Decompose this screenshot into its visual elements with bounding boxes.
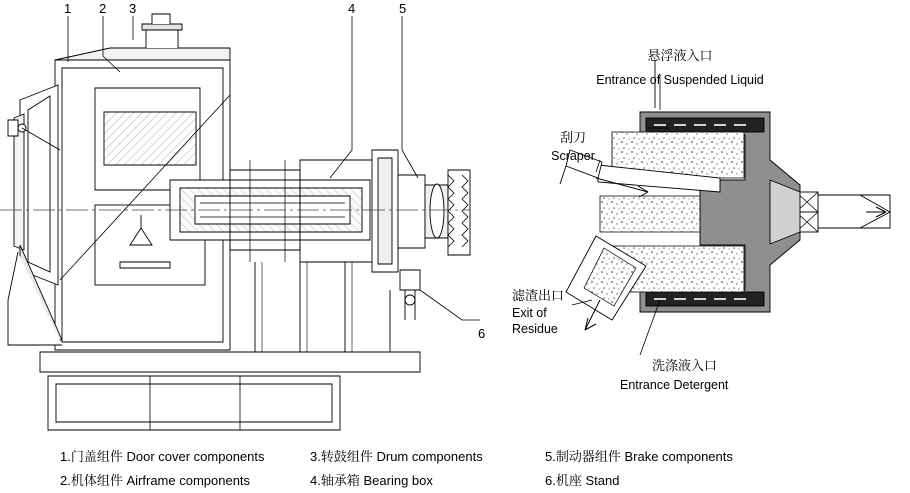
legend-item-4 bbox=[310, 470, 545, 489]
legend-item-6-en: Stand bbox=[585, 472, 620, 488]
legend-item-6-cn: 机座 bbox=[555, 472, 582, 488]
legend-item-3 bbox=[310, 446, 545, 465]
legend-item-2 bbox=[60, 470, 310, 489]
right-section-view bbox=[560, 60, 890, 355]
exit-of-residue-cn: 滤渣出口 bbox=[512, 288, 565, 303]
exit-of-residue-en-line1: Exit of bbox=[512, 306, 547, 320]
legend-item-4-en: Bearing box bbox=[363, 472, 433, 488]
legend-item-3-num: 3. bbox=[310, 448, 321, 464]
legend-item-1-cn: 门盖组件 bbox=[70, 448, 123, 464]
legend-item-4-cn: 轴承箱 bbox=[320, 472, 360, 488]
legend-item-6 bbox=[545, 470, 780, 489]
legend-item-1-num: 1. bbox=[60, 448, 71, 464]
scraper-en: Scraper bbox=[551, 149, 595, 163]
callout-2: 2 bbox=[99, 1, 107, 16]
legend-item-6-num: 6. bbox=[545, 472, 556, 488]
entrance-detergent-en: Entrance Detergent bbox=[620, 378, 729, 392]
callout-3: 3 bbox=[129, 1, 137, 16]
entrance-suspended-liquid-cn: 悬浮液入口 bbox=[647, 48, 713, 63]
entrance-suspended-liquid-en: Entrance of Suspended Liquid bbox=[596, 73, 764, 87]
callout-6: 6 bbox=[478, 326, 486, 341]
callout-1: 1 bbox=[64, 1, 72, 16]
legend bbox=[60, 443, 860, 491]
scraper-cn: 刮刀 bbox=[559, 130, 586, 145]
legend-item-3-en: Drum components bbox=[376, 448, 483, 464]
exit-of-residue-en-line2: Residue bbox=[512, 322, 558, 336]
legend-item-2-cn: 机体组件 bbox=[70, 472, 123, 488]
legend-item-4-num: 4. bbox=[310, 472, 321, 488]
legend-item-1-en: Door cover components bbox=[126, 448, 265, 464]
legend-item-5-num: 5. bbox=[545, 448, 556, 464]
legend-item-5 bbox=[545, 446, 780, 465]
entrance-detergent-cn: 洗涤液入口 bbox=[652, 358, 718, 373]
legend-item-5-cn: 制动器组件 bbox=[555, 448, 621, 464]
callout-5: 5 bbox=[399, 1, 407, 16]
callout-4: 4 bbox=[348, 1, 356, 16]
legend-item-2-en: Airframe components bbox=[126, 472, 251, 488]
legend-item-3-cn: 转鼓组件 bbox=[320, 448, 373, 464]
left-sectional-view bbox=[0, 14, 480, 430]
legend-item-1 bbox=[60, 446, 310, 465]
legend-item-5-en: Brake components bbox=[624, 448, 733, 464]
legend-item-2-num: 2. bbox=[60, 472, 71, 488]
